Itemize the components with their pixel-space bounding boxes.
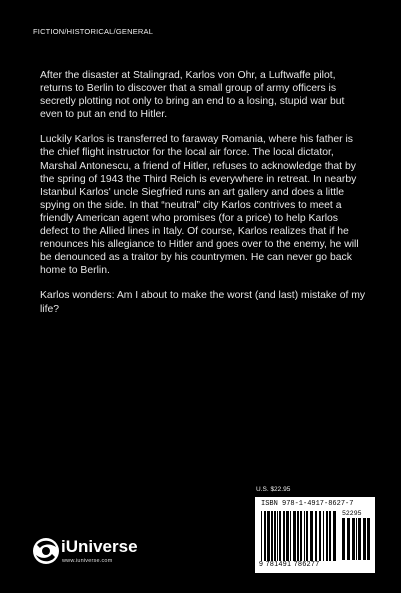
ean-digits: 9 781491 786277 xyxy=(259,561,320,568)
isbn-barcode-block xyxy=(255,497,375,573)
price-addon-number: 52295 xyxy=(342,510,362,517)
isbn-number: ISBN 978-1-4917-8627-7 xyxy=(261,500,354,508)
iuniverse-swirl-icon xyxy=(31,536,61,566)
blurb-paragraph-1: After the disaster at Stalingrad, Karlos von Ohr, a Luftwaffe pilot, returns to Berlin to discover that a small group of army officers is secretly plotting not only to bring an end to a losing, stupid war but even to put an end to Hitler. xyxy=(40,70,345,121)
addon-barcode-icon xyxy=(342,518,370,560)
publisher-name: iUniverse xyxy=(61,537,138,556)
genre-label: FICTION/HISTORICAL/GENERAL xyxy=(33,27,154,36)
blurb-paragraph-2: Luckily Karlos is transferred to faraway Romania, where his father is the chief flight instructor for the local air force. The local dictator, Marshal Antonescu, a friend of Hitler, refuses to acknowledge that by the spring of 1943 the Third Reich is everywhere in retreat. In nearby Istanbul Karlos' uncle Siegfried runs an art gallery and does a little spying on the side. In that “neutral” city Karlos contrives to meet a friendly American agent who promises (for a price) to help Karlos defect to the Allied lines in Italy. Of course, Karlos realizes that if he renounces his allegiance to Hitler and goes over to the enemy, he will be denounced as a traitor by his countrymen. He can never go back home to Berlin. xyxy=(40,134,359,277)
publisher-logo xyxy=(31,536,171,576)
isbn-barcode-icon xyxy=(261,511,339,561)
publisher-url: www.iuniverse.com xyxy=(62,558,113,564)
price-label: U.S. $22.95 xyxy=(256,486,291,493)
back-cover-blurb xyxy=(40,69,366,328)
blurb-paragraph-3: Karlos wonders: Am I about to make the worst (and last) mistake of my life? xyxy=(40,290,366,315)
